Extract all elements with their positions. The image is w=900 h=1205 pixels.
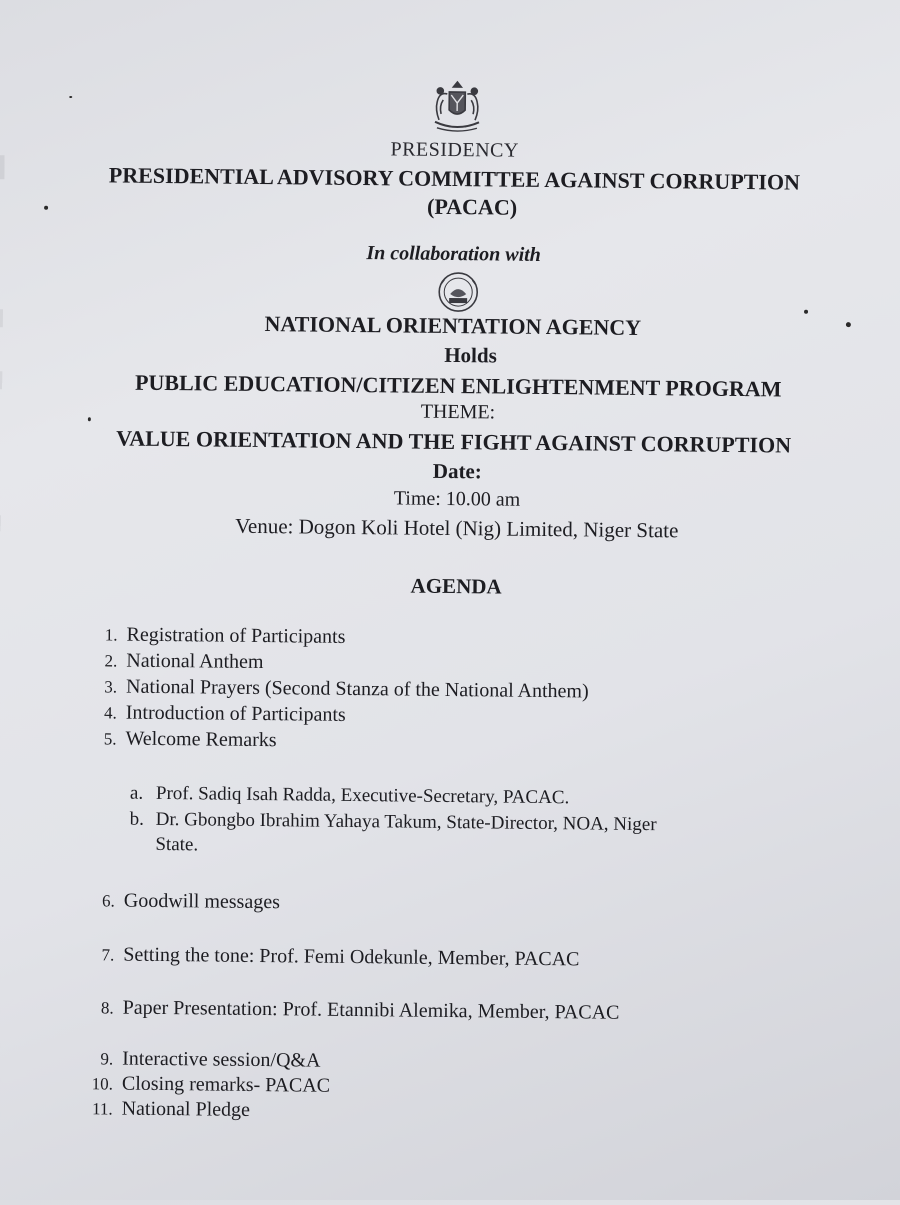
coat-of-arms-icon — [425, 78, 490, 137]
committee-abbreviation: (PACAC) — [426, 193, 518, 220]
welcome-speaker: b. Dr. Gbongbo Ibrahim Yahaya Takum, State-Director, NOA, Niger — [129, 808, 657, 836]
collaboration-label: In collaboration with — [366, 242, 541, 266]
theme-label: THEME: — [420, 400, 496, 424]
agenda-item: 11. National Pledge — [91, 1097, 251, 1121]
welcome-speaker: a. Prof. Sadiq Isah Radda, Executive-Secretary, PACAC. — [129, 782, 570, 809]
agenda-item: 7. Setting the tone: Prof. Femi Odekunle, Member, PACAC — [101, 943, 580, 971]
agenda-heading: AGENDA — [410, 573, 502, 599]
presidency-label: PRESIDENCY — [390, 138, 519, 162]
agenda-item: 9. Interactive session/Q&A — [100, 1047, 321, 1072]
holds-label: Holds — [444, 342, 497, 368]
program-title: PUBLIC EDUCATION/CITIZEN ENLIGHTENMENT PROGRAM — [134, 369, 782, 402]
theme-title: VALUE ORIENTATION AND THE FIGHT AGAINST CORRUPTION — [116, 425, 792, 458]
paper-speck — [846, 322, 851, 327]
bleed-through-mark — [0, 371, 2, 390]
agenda-item: 10. Closing remarks- PACAC — [91, 1072, 331, 1097]
bleed-through-mark — [0, 513, 1, 531]
agency-title: NATIONAL ORIENTATION AGENCY — [264, 311, 642, 340]
paper-speck — [44, 206, 48, 210]
date-label: Date: — [432, 458, 482, 484]
agenda-item: 3. National Prayers (Second Stanza of the National Anthem) — [104, 675, 589, 703]
paper-speck — [88, 417, 91, 421]
agenda-item: 1. Registration of Participants — [104, 623, 346, 648]
venue-label: Venue: Dogon Koli Hotel (Nig) Limited, Niger State — [235, 513, 679, 543]
committee-title: PRESIDENTIAL ADVISORY COMMITTEE AGAINST CORRUPTION — [108, 162, 801, 195]
welcome-speaker-continuation: State. — [155, 833, 199, 856]
agenda-item: 8. Paper Presentation: Prof. Etannibi Alemika, Member, PACAC — [100, 996, 620, 1024]
agenda-item: 4. Introduction of Participants — [103, 701, 346, 726]
noa-logo-icon — [435, 270, 481, 314]
time-label: Time: 10.00 am — [393, 487, 521, 511]
paper-speck — [804, 310, 808, 314]
agenda-item: 2. National Anthem — [104, 649, 264, 674]
agenda-item: 5. Welcome Remarks — [103, 727, 277, 752]
paper-speck — [69, 96, 72, 98]
agenda-item: 6. Goodwill messages — [101, 889, 281, 914]
